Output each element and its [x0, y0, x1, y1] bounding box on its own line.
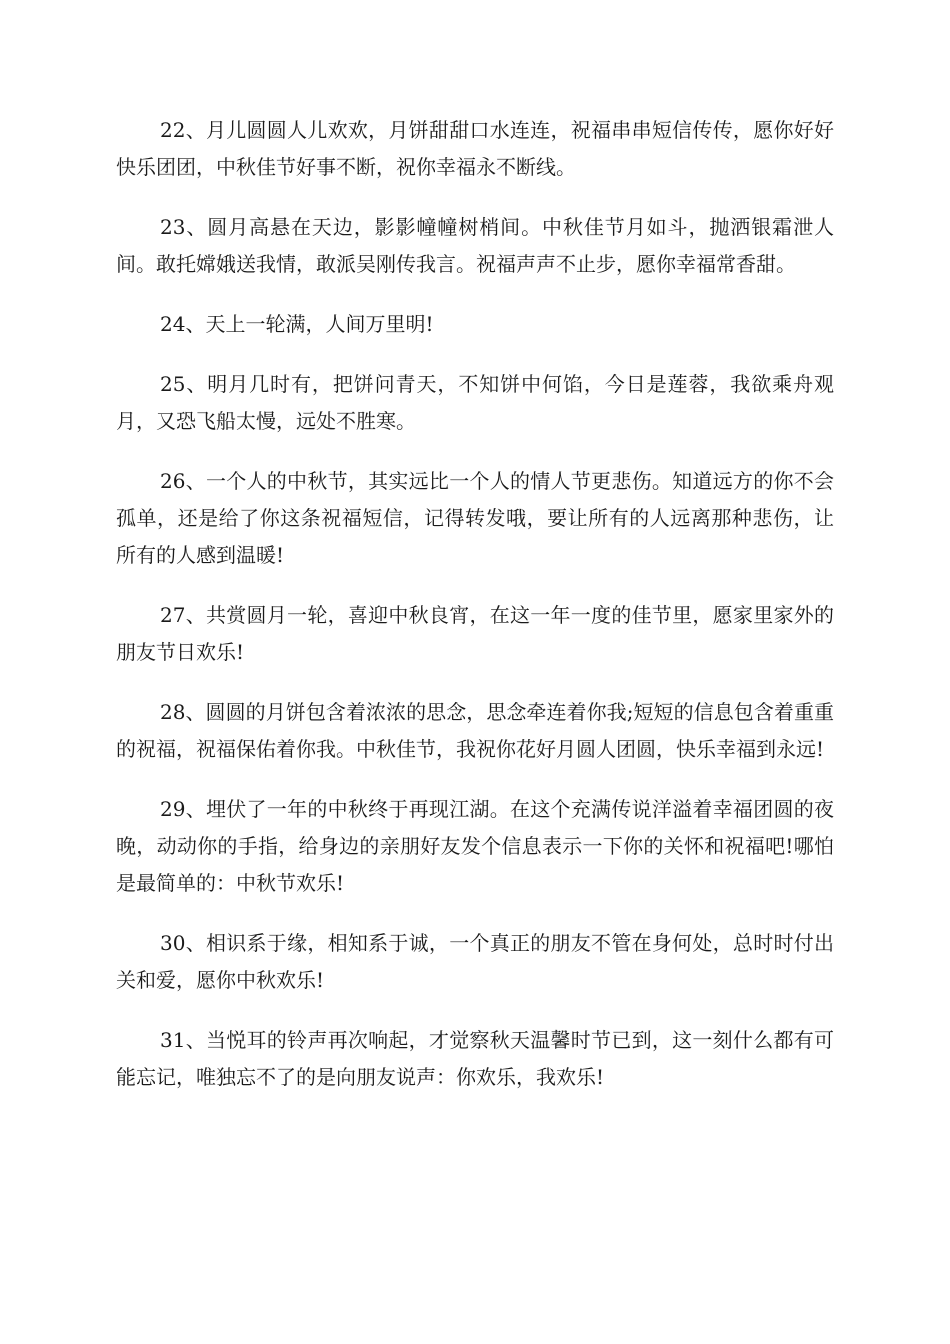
paragraph-26: 26、一个人的中秋节，其实远比一个人的情人节更悲伤。知道远方的你不会孤单，还是给了你这条祝福短信，记得转发哦，要让所有的人远离那种悲伤，让所有的人感到温暖!	[116, 469, 834, 567]
paragraph-25: 25、明月几时有，把饼问青天，不知饼中何馅，今日是莲蓉，我欲乘舟观月，又恐飞船太慢，远处不胜寒。	[116, 372, 834, 433]
document-body	[116, 112, 834, 1119]
paragraph-30: 30、相识系于缘，相知系于诚，一个真正的朋友不管在身何处，总时时付出关和爱，愿你中秋欢乐!	[116, 931, 834, 992]
paragraph-31: 31、当悦耳的铃声再次响起，才觉察秋天温馨时节已到，这一刻什么都有可能忘记，唯独忘不了的是向朋友说声：你欢乐，我欢乐!	[116, 1028, 834, 1089]
paragraph-23: 23、圆月高悬在天边，影影幢幢树梢间。中秋佳节月如斗，抛洒银霜泄人间。敢托嫦娥送我情，敢派吴刚传我言。祝福声声不止步，愿你幸福常香甜。	[116, 215, 834, 276]
paragraph-27: 27、共赏圆月一轮，喜迎中秋良宵，在这一年一度的佳节里，愿家里家外的朋友节日欢乐!	[116, 603, 834, 664]
paragraph-22: 22、月儿圆圆人儿欢欢，月饼甜甜口水连连，祝福串串短信传传，愿你好好快乐团团，中秋佳节好事不断，祝你幸福永不断线。	[116, 118, 834, 179]
paragraph-24: 24、天上一轮满，人间万里明!	[160, 312, 434, 336]
paragraph-29: 29、埋伏了一年的中秋终于再现江湖。在这个充满传说洋溢着幸福团圆的夜晚，动动你的手指，给身边的亲朋好友发个信息表示一下你的关怀和祝福吧!哪怕是最简单的：中秋节欢乐!	[116, 797, 834, 895]
paragraph-28: 28、圆圆的月饼包含着浓浓的思念，思念牵连着你我;短短的信息包含着重重的祝福，祝福保佑着你我。中秋佳节，我祝你花好月圆人团圆，快乐幸福到永远!	[116, 700, 834, 761]
